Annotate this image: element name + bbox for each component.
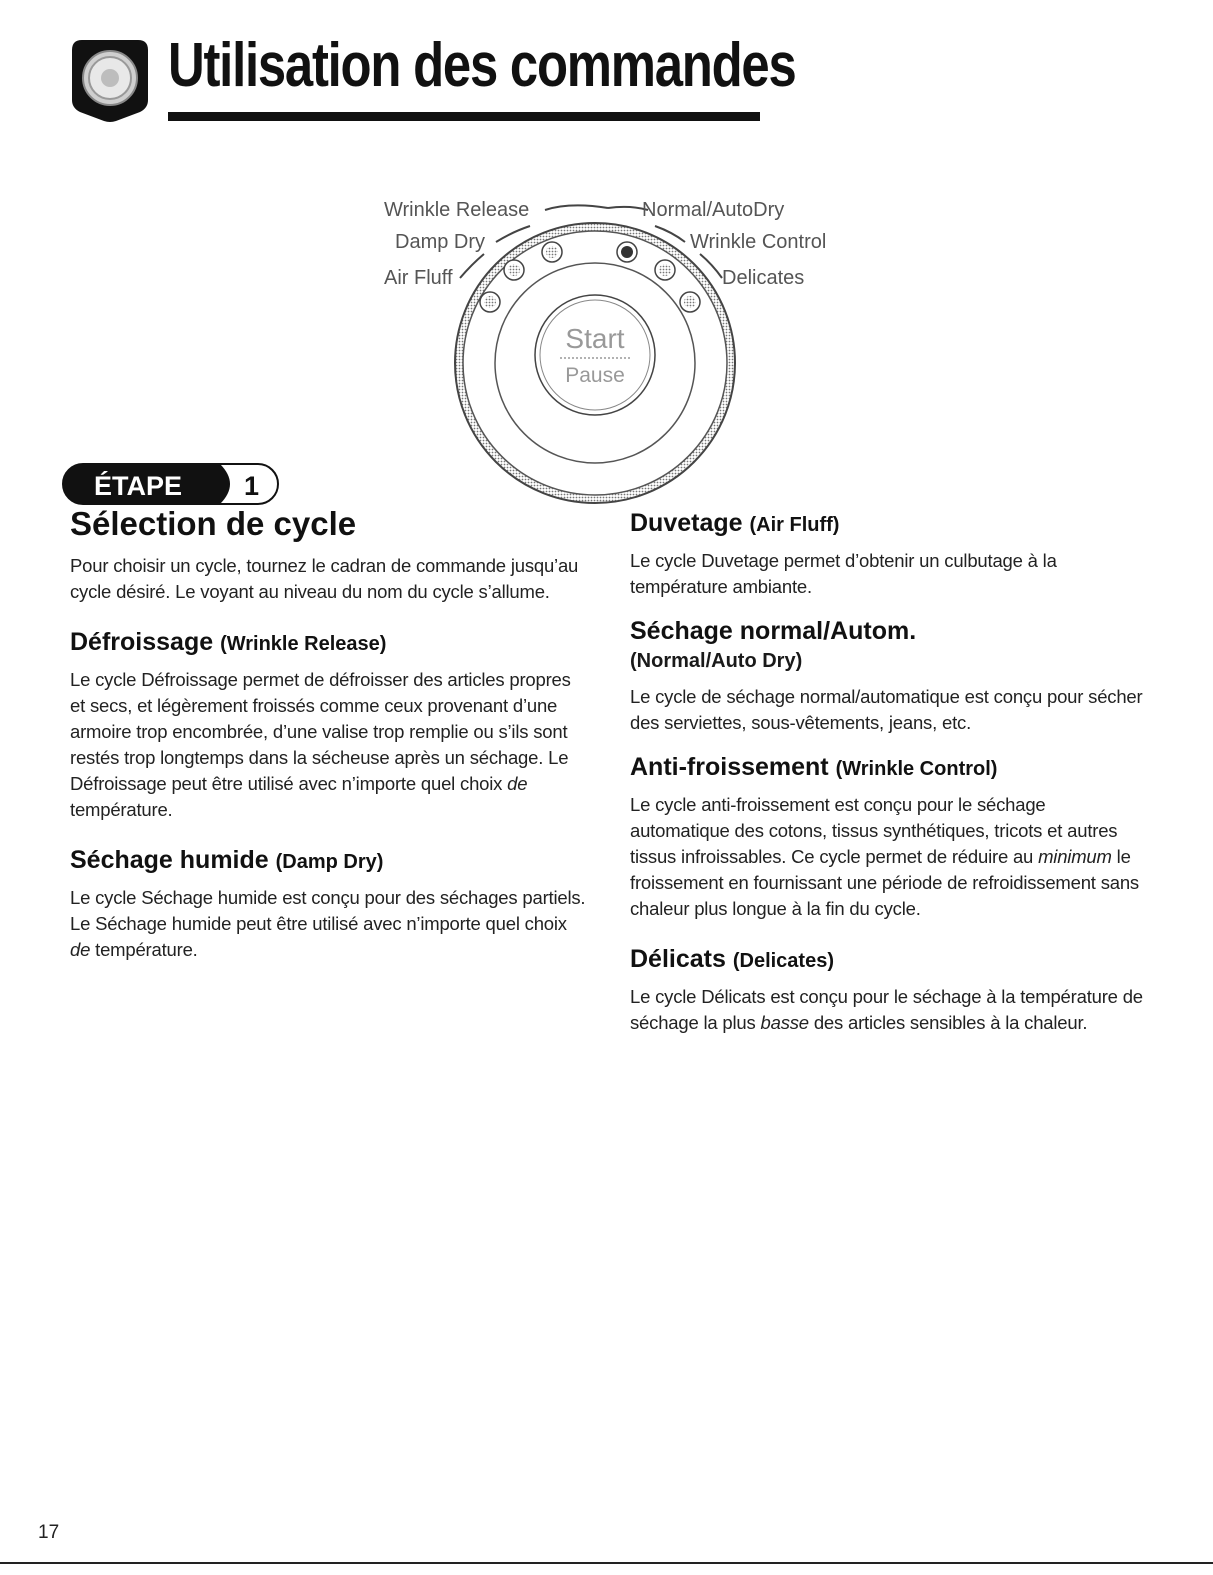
section-title: Sélection de cycle: [70, 505, 357, 542]
indicator-damp-dry: [504, 260, 524, 280]
title-underline: [168, 112, 760, 121]
right-column: [630, 508, 1150, 1058]
heading-defroissage: Défroissage (Wrinkle Release): [70, 628, 387, 656]
intro-paragraph: Pour choisir un cycle, tournez le cadran de commande jusqu’au cycle désiré. Le voyant au niveau du nom du cycle s’allume.: [70, 555, 579, 602]
text-duvetage: Le cycle Duvetage permet d’obtenir un culbutage à la température ambiante.: [630, 550, 1057, 597]
indicator-delicates: [680, 292, 700, 312]
heading-delicats: Délicats (Delicates): [630, 945, 834, 973]
label-wrinkle-release: Wrinkle Release: [384, 199, 530, 221]
label-delicates: Delicates: [722, 267, 805, 289]
indicator-wrinkle-control: [655, 260, 675, 280]
text-defroissage: Le cycle Défroissage permet de défroisser des articles propres et secs, et légèrement froissés comme ceux provenant d’une armoire trop encombrée, d’une valise trop remplie ou s’ils sont restés trop longtemps dans la sécheuse après un séchage. Le Défroissage peut être utilisé avec n’importe quel choix de température.: [70, 669, 571, 820]
page-number: 17: [38, 1522, 60, 1543]
heading-anti-froissement: Anti-froissement (Wrinkle Control): [630, 753, 998, 781]
footer-rule: [0, 1562, 1213, 1564]
heading-sechage-normal: Séchage normal/Autom.: [630, 617, 917, 645]
cycle-dial-illustration: [380, 190, 850, 510]
left-column: [70, 505, 590, 985]
control-dial-icon: [70, 38, 150, 123]
indicator-wrinkle-release: [542, 242, 562, 262]
step-badge: [62, 462, 292, 506]
label-air-fluff: Air Fluff: [384, 267, 453, 289]
subheading-sechage-normal: (Normal/Auto Dry): [630, 650, 803, 672]
label-wrinkle-control: Wrinkle Control: [690, 231, 827, 253]
page-title: Utilisation des commandes: [168, 31, 796, 100]
heading-duvetage: Duvetage (Air Fluff): [630, 509, 840, 537]
step-number: 1: [244, 471, 260, 501]
pause-label: Pause: [565, 364, 625, 387]
label-damp-dry: Damp Dry: [395, 231, 486, 253]
label-normal-autodry: Normal/AutoDry: [642, 199, 785, 221]
indicator-normal-autodry: [617, 242, 637, 262]
text-sechage-humide: Le cycle Séchage humide est conçu pour des séchages partiels. Le Séchage humide peut être utilisé avec n’importe quel choix de température.: [70, 887, 586, 960]
indicator-air-fluff: [480, 292, 500, 312]
text-sechage-normal: Le cycle de séchage normal/automatique est conçu pour sécher des serviettes, sous-vêtements, jeans, etc.: [630, 686, 1143, 733]
step-label: ÉTAPE: [94, 471, 183, 501]
text-delicats: Le cycle Délicats est conçu pour le séchage à la température de séchage la plus basse des articles sensibles à la chaleur.: [630, 986, 1143, 1033]
text-anti-froissement: Le cycle anti-froissement est conçu pour le séchage automatique des cotons, tissus synthétiques, tricots et autres tissus infroissables. Ce cycle permet de réduire au minimum le froissement en fournissant une période de refroidissement sans chaleur plus longue à la fin du cycle.: [630, 794, 1139, 919]
heading-sechage-humide: Séchage humide (Damp Dry): [70, 846, 384, 874]
start-label: Start: [565, 323, 625, 354]
